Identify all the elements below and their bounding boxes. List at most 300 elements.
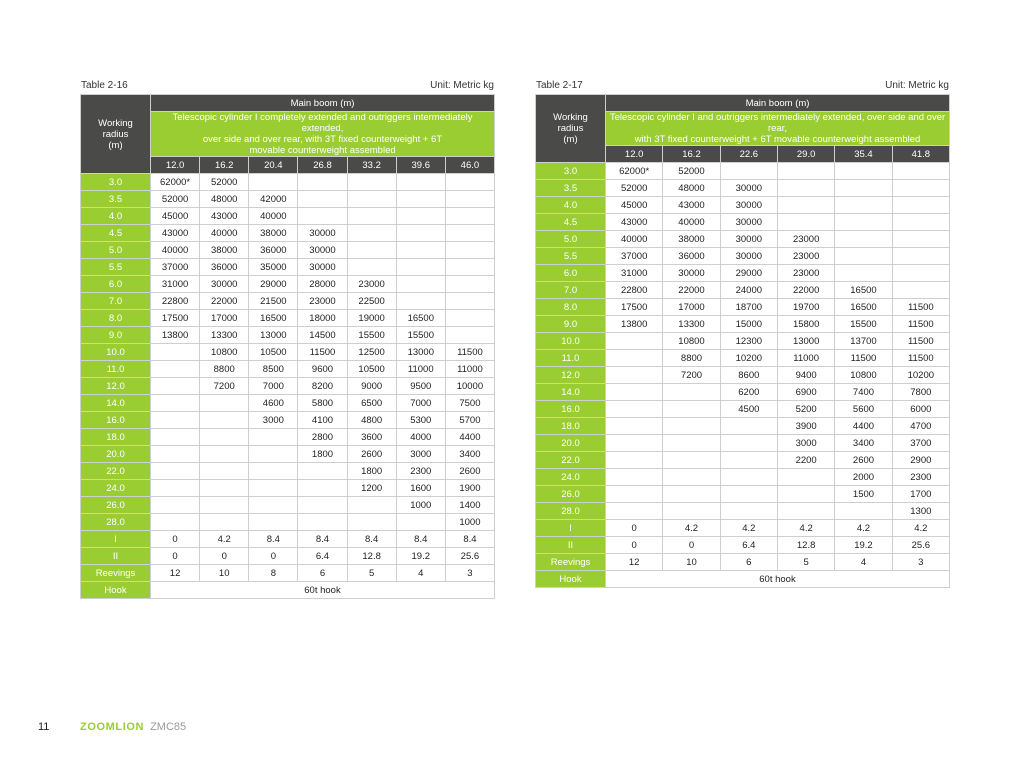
working-radius-label: (m) [108, 139, 123, 151]
capacity-cell: 3 [445, 565, 494, 582]
table-row [536, 316, 950, 333]
capacity-cell: 48000 [200, 191, 249, 208]
table-row [536, 333, 950, 350]
capacity-cell: 15500 [347, 327, 396, 344]
table-row [81, 259, 495, 276]
capacity-cell: 0 [200, 548, 249, 565]
radius-cell: 18.0 [536, 418, 606, 435]
capacity-cell: 13800 [151, 327, 200, 344]
capacity-cell: 1000 [396, 497, 445, 514]
capacity-cell [151, 463, 200, 480]
capacity-cell: 22000 [777, 282, 834, 299]
capacity-cell [777, 486, 834, 503]
capacity-cell: 38000 [663, 231, 720, 248]
condition-description-line: over side and over rear, with 3T fixed counterweight + 6T [202, 134, 443, 145]
capacity-cell: 23000 [777, 231, 834, 248]
capacity-cell: 0 [606, 537, 663, 554]
capacity-cell [777, 180, 834, 197]
table-row [81, 310, 495, 327]
capacity-cell [777, 469, 834, 486]
radius-cell: 3.0 [81, 174, 151, 191]
capacity-cell: 38000 [200, 242, 249, 259]
capacity-cell [720, 486, 777, 503]
capacity-cell: 8600 [720, 367, 777, 384]
capacity-cell: 40000 [200, 225, 249, 242]
capacity-cell [298, 480, 347, 497]
capacity-cell: 10000 [445, 378, 494, 395]
capacity-cell: 8.4 [249, 531, 298, 548]
radius-cell: 26.0 [536, 486, 606, 503]
capacity-cell: 42000 [249, 191, 298, 208]
capacity-cell [606, 401, 663, 418]
capacity-cell: 3000 [249, 412, 298, 429]
capacity-cell [298, 191, 347, 208]
working-radius-label: radius [102, 128, 129, 140]
capacity-cell: 15800 [777, 316, 834, 333]
capacity-cell: 1800 [298, 446, 347, 463]
capacity-cell: 1400 [445, 497, 494, 514]
capacity-cell: 30000 [298, 225, 347, 242]
working-radius-label: (m) [563, 134, 578, 145]
table-row [536, 384, 950, 401]
table-row [81, 361, 495, 378]
capacity-cell: 1600 [396, 480, 445, 497]
capacity-cell [835, 163, 892, 180]
table-row [81, 412, 495, 429]
capacity-cell [396, 293, 445, 310]
radius-cell: 28.0 [536, 503, 606, 520]
capacity-cell: 16500 [835, 282, 892, 299]
table-row [81, 480, 495, 497]
capacity-cell: 52000 [663, 163, 720, 180]
capacity-cell [151, 395, 200, 412]
capacity-cell [347, 259, 396, 276]
capacity-cell: 30000 [720, 248, 777, 265]
capacity-cell: 3900 [777, 418, 834, 435]
capacity-cell [396, 208, 445, 225]
capacity-cell [445, 174, 494, 191]
radius-cell: 6.0 [81, 276, 151, 293]
radius-cell: 18.0 [81, 429, 151, 446]
radius-cell: 24.0 [536, 469, 606, 486]
capacity-cell: 30000 [720, 197, 777, 214]
capacity-cell [720, 469, 777, 486]
capacity-cell [445, 293, 494, 310]
radius-cell: 14.0 [81, 395, 151, 412]
capacity-cell [777, 197, 834, 214]
capacity-cell: 25.6 [445, 548, 494, 565]
capacity-cell: 12.8 [347, 548, 396, 565]
radius-cell: 3.0 [536, 163, 606, 180]
capacity-cell [151, 480, 200, 497]
capacity-cell: 30000 [298, 259, 347, 276]
capacity-cell: 40000 [151, 242, 200, 259]
capacity-cell: 52000 [200, 174, 249, 191]
capacity-cell [347, 191, 396, 208]
capacity-cell [347, 174, 396, 191]
capacity-cell: 11000 [396, 361, 445, 378]
capacity-cell: 62000* [606, 163, 663, 180]
radius-cell: 24.0 [81, 480, 151, 497]
capacity-cell: 8.4 [347, 531, 396, 548]
capacity-cell [835, 503, 892, 520]
boom-length-cell: 39.6 [396, 157, 445, 174]
capacity-cell [892, 231, 949, 248]
table-row [81, 208, 495, 225]
capacity-cell: 30000 [720, 180, 777, 197]
capacity-cell: 30000 [663, 265, 720, 282]
capacity-cell [249, 446, 298, 463]
capacity-cell: 8500 [249, 361, 298, 378]
capacity-cell [892, 248, 949, 265]
capacity-cell: 11500 [892, 316, 949, 333]
table-row [81, 514, 495, 531]
capacity-cell: 2600 [445, 463, 494, 480]
capacity-cell: 4100 [298, 412, 347, 429]
capacity-cell: 6500 [347, 395, 396, 412]
capacity-cell: 45000 [151, 208, 200, 225]
capacity-cell [396, 259, 445, 276]
capacity-cell [151, 514, 200, 531]
radius-cell: 20.0 [81, 446, 151, 463]
capacity-cell: 23000 [298, 293, 347, 310]
capacity-cell [892, 282, 949, 299]
capacity-cell [200, 446, 249, 463]
radius-cell: 4.5 [536, 214, 606, 231]
capacity-cell: 2200 [777, 452, 834, 469]
capacity-cell [720, 435, 777, 452]
table-row [536, 367, 950, 384]
capacity-cell [396, 174, 445, 191]
capacity-cell [892, 265, 949, 282]
table-row [536, 435, 950, 452]
capacity-cell: 4400 [445, 429, 494, 446]
capacity-cell: 2000 [835, 469, 892, 486]
capacity-cell: 8 [249, 565, 298, 582]
capacity-cell: 45000 [606, 197, 663, 214]
capacity-cell: 10500 [249, 344, 298, 361]
table-row [536, 418, 950, 435]
radius-cell: Reevings [536, 554, 606, 571]
table-row [536, 197, 950, 214]
capacity-cell: 36000 [200, 259, 249, 276]
capacity-cell [892, 214, 949, 231]
table-row [536, 503, 950, 520]
capacity-cell [249, 514, 298, 531]
capacity-cell: 19000 [347, 310, 396, 327]
capacity-cell: 30000 [200, 276, 249, 293]
hook-value: 60t hook [606, 571, 950, 588]
radius-cell: 4.0 [536, 197, 606, 214]
capacity-cell: 7500 [445, 395, 494, 412]
capacity-cell [663, 418, 720, 435]
capacity-cell: 18700 [720, 299, 777, 316]
table-row [81, 497, 495, 514]
table-row [81, 463, 495, 480]
radius-cell: I [81, 531, 151, 548]
table-row [536, 265, 950, 282]
capacity-cell: 7400 [835, 384, 892, 401]
capacity-cell [445, 310, 494, 327]
boom-length-cell: 20.4 [249, 157, 298, 174]
load-table [80, 94, 495, 599]
capacity-cell [663, 435, 720, 452]
capacity-cell: 12 [151, 565, 200, 582]
load-chart-table-2-17 [535, 80, 950, 588]
page-number: 11 [38, 721, 50, 733]
capacity-cell: 1300 [892, 503, 949, 520]
table-row [536, 537, 950, 554]
capacity-cell: 19.2 [835, 537, 892, 554]
radius-cell: 26.0 [81, 497, 151, 514]
capacity-cell [445, 191, 494, 208]
radius-cell: 22.0 [536, 452, 606, 469]
capacity-cell: 3600 [347, 429, 396, 446]
capacity-cell: 3700 [892, 435, 949, 452]
boom-length-cell: 46.0 [445, 157, 494, 174]
table-row [81, 565, 495, 582]
capacity-cell [151, 378, 200, 395]
capacity-cell: 14500 [298, 327, 347, 344]
capacity-cell: 16500 [835, 299, 892, 316]
table-unit: Unit: Metric kg [885, 80, 949, 91]
capacity-cell: 1700 [892, 486, 949, 503]
capacity-cell [892, 163, 949, 180]
capacity-cell: 30000 [298, 242, 347, 259]
capacity-cell: 3400 [445, 446, 494, 463]
capacity-cell: 9500 [396, 378, 445, 395]
capacity-cell: 23000 [777, 248, 834, 265]
table-row [81, 293, 495, 310]
capacity-cell [606, 418, 663, 435]
working-radius-header [536, 95, 606, 163]
table-caption [80, 80, 495, 94]
capacity-cell: 17000 [200, 310, 249, 327]
capacity-cell [347, 208, 396, 225]
working-radius-label: radius [557, 123, 584, 134]
capacity-cell [445, 242, 494, 259]
capacity-cell: 6.4 [298, 548, 347, 565]
hook-value: 60t hook [151, 582, 495, 599]
capacity-cell: 6 [298, 565, 347, 582]
capacity-cell: 4800 [347, 412, 396, 429]
capacity-cell: 22500 [347, 293, 396, 310]
capacity-cell: 16500 [249, 310, 298, 327]
capacity-cell [396, 242, 445, 259]
capacity-cell: 19.2 [396, 548, 445, 565]
capacity-cell: 29000 [720, 265, 777, 282]
capacity-cell: 1000 [445, 514, 494, 531]
capacity-cell: 0 [606, 520, 663, 537]
table-row [81, 344, 495, 361]
capacity-cell [445, 327, 494, 344]
capacity-cell: 11000 [445, 361, 494, 378]
radius-cell: 12.0 [81, 378, 151, 395]
table-row [536, 452, 950, 469]
capacity-cell: 5700 [445, 412, 494, 429]
capacity-cell: 35000 [249, 259, 298, 276]
table-unit: Unit: Metric kg [430, 80, 494, 91]
capacity-cell: 16500 [396, 310, 445, 327]
boom-length-cell: 26.8 [298, 157, 347, 174]
capacity-cell [200, 480, 249, 497]
capacity-cell: 19700 [777, 299, 834, 316]
capacity-cell: 11500 [835, 350, 892, 367]
radius-cell: 5.5 [536, 248, 606, 265]
capacity-cell: 10800 [200, 344, 249, 361]
capacity-cell [249, 480, 298, 497]
capacity-cell [663, 469, 720, 486]
radius-cell: 8.0 [536, 299, 606, 316]
capacity-cell: 4600 [249, 395, 298, 412]
capacity-cell [835, 180, 892, 197]
capacity-cell: 8800 [200, 361, 249, 378]
capacity-cell: 8200 [298, 378, 347, 395]
table-row [81, 395, 495, 412]
capacity-cell: 23000 [347, 276, 396, 293]
radius-cell: I [536, 520, 606, 537]
radius-cell: 11.0 [536, 350, 606, 367]
capacity-cell: 13700 [835, 333, 892, 350]
capacity-cell: 48000 [663, 180, 720, 197]
condition-description [151, 112, 495, 157]
table-row [81, 531, 495, 548]
capacity-cell [606, 435, 663, 452]
table-row [81, 191, 495, 208]
capacity-cell: 13300 [200, 327, 249, 344]
hook-row [536, 571, 950, 588]
capacity-cell [396, 225, 445, 242]
radius-cell: 5.0 [536, 231, 606, 248]
capacity-cell: 6200 [720, 384, 777, 401]
radius-cell: 12.0 [536, 367, 606, 384]
capacity-cell: 5 [347, 565, 396, 582]
working-radius-header [81, 95, 151, 174]
capacity-cell: 24000 [720, 282, 777, 299]
radius-cell: 9.0 [536, 316, 606, 333]
capacity-cell: 30000 [720, 231, 777, 248]
capacity-cell [396, 191, 445, 208]
capacity-cell: 30000 [720, 214, 777, 231]
capacity-cell: 22000 [200, 293, 249, 310]
capacity-cell: 10 [663, 554, 720, 571]
capacity-cell: 6900 [777, 384, 834, 401]
boom-length-cell: 12.0 [606, 146, 663, 163]
boom-length-cell: 41.8 [892, 146, 949, 163]
capacity-cell [606, 503, 663, 520]
main-boom-header: Main boom (m) [151, 95, 495, 112]
radius-cell: 7.0 [81, 293, 151, 310]
capacity-cell: 4.2 [663, 520, 720, 537]
capacity-cell [298, 497, 347, 514]
model-name: ZMC85 [150, 721, 187, 733]
capacity-cell: 2300 [396, 463, 445, 480]
capacity-cell: 52000 [606, 180, 663, 197]
capacity-cell: 4.2 [892, 520, 949, 537]
capacity-cell [606, 333, 663, 350]
capacity-cell [606, 469, 663, 486]
capacity-cell: 22800 [606, 282, 663, 299]
capacity-cell: 9400 [777, 367, 834, 384]
capacity-cell: 17500 [151, 310, 200, 327]
radius-cell: 5.5 [81, 259, 151, 276]
capacity-cell [720, 418, 777, 435]
capacity-cell [663, 452, 720, 469]
table-row [536, 350, 950, 367]
capacity-cell [663, 503, 720, 520]
boom-length-cell: 33.2 [347, 157, 396, 174]
capacity-cell [892, 180, 949, 197]
capacity-cell: 31000 [151, 276, 200, 293]
capacity-cell: 10800 [663, 333, 720, 350]
capacity-cell: 23000 [777, 265, 834, 282]
radius-cell: 10.0 [81, 344, 151, 361]
capacity-cell: 2300 [892, 469, 949, 486]
capacity-cell: 43000 [663, 197, 720, 214]
capacity-cell: 2800 [298, 429, 347, 446]
capacity-cell [445, 208, 494, 225]
radius-cell: 6.0 [536, 265, 606, 282]
capacity-cell: 7200 [200, 378, 249, 395]
radius-cell: 14.0 [536, 384, 606, 401]
capacity-cell [298, 463, 347, 480]
load-table [535, 94, 950, 588]
capacity-cell: 17000 [663, 299, 720, 316]
capacity-cell: 38000 [249, 225, 298, 242]
table-row [81, 242, 495, 259]
capacity-cell: 5300 [396, 412, 445, 429]
table-row [536, 520, 950, 537]
table-row [536, 299, 950, 316]
capacity-cell: 28000 [298, 276, 347, 293]
capacity-cell: 7000 [249, 378, 298, 395]
radius-cell: 20.0 [536, 435, 606, 452]
capacity-cell: 12300 [720, 333, 777, 350]
capacity-cell: 9600 [298, 361, 347, 378]
radius-cell: 7.0 [536, 282, 606, 299]
capacity-cell [200, 395, 249, 412]
table-row [536, 163, 950, 180]
capacity-cell: 11500 [892, 333, 949, 350]
capacity-cell: 2900 [892, 452, 949, 469]
table-row [536, 248, 950, 265]
table-caption [535, 80, 950, 94]
capacity-cell: 11500 [892, 299, 949, 316]
radius-cell: 4.5 [81, 225, 151, 242]
capacity-cell [606, 452, 663, 469]
capacity-cell: 8.4 [396, 531, 445, 548]
capacity-cell [249, 174, 298, 191]
boom-length-cell: 35.4 [835, 146, 892, 163]
table-row [81, 548, 495, 565]
capacity-cell: 0 [151, 548, 200, 565]
table-row [81, 378, 495, 395]
capacity-cell: 7200 [663, 367, 720, 384]
capacity-cell: 36000 [249, 242, 298, 259]
capacity-cell [663, 384, 720, 401]
capacity-cell: 29000 [249, 276, 298, 293]
capacity-cell: 31000 [606, 265, 663, 282]
capacity-cell [200, 497, 249, 514]
hook-label: Hook [81, 582, 151, 599]
capacity-cell [835, 197, 892, 214]
capacity-cell [200, 514, 249, 531]
capacity-cell [606, 384, 663, 401]
capacity-cell: 15000 [720, 316, 777, 333]
capacity-cell: 36000 [663, 248, 720, 265]
capacity-cell [606, 367, 663, 384]
capacity-cell: 15500 [396, 327, 445, 344]
